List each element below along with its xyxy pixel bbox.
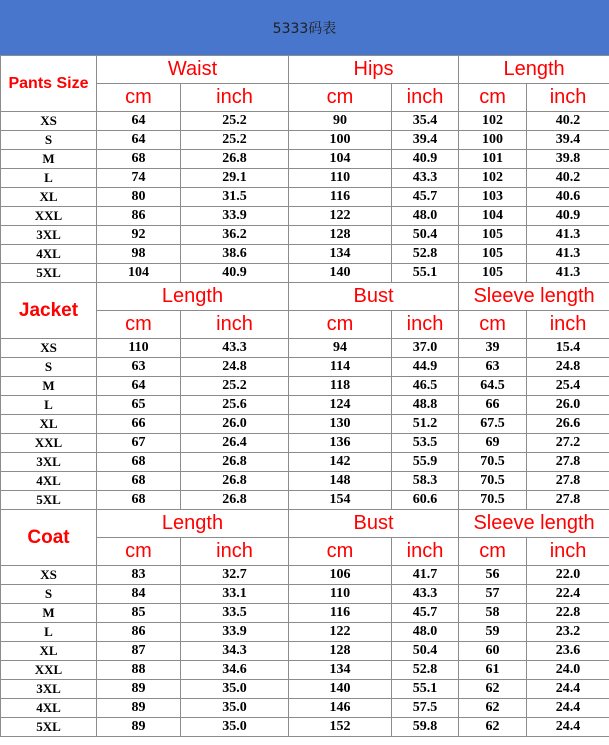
pants-unit-header: inch <box>181 84 289 112</box>
coat-size-label: XXL <box>1 661 97 680</box>
jacket-measurement-cell: 67.5 <box>459 415 527 434</box>
coat-size-label: L <box>1 623 97 642</box>
jacket-measurement-cell: 53.5 <box>392 434 459 453</box>
pants-measurement-cell: 68 <box>97 150 181 169</box>
jacket-measurement-cell: 48.8 <box>392 396 459 415</box>
coat-measurement-cell: 22.0 <box>527 566 609 585</box>
jacket-measurement-cell: 26.4 <box>181 434 289 453</box>
jacket-measurement-cell: 27.8 <box>527 453 609 472</box>
jacket-measurement-cell: 94 <box>289 339 392 358</box>
pants-section-label: Pants Size <box>1 56 97 112</box>
coat-section-label: Coat <box>1 510 97 566</box>
jacket-group-header: Length <box>97 283 289 311</box>
jacket-unit-header: inch <box>392 311 459 339</box>
coat-measurement-cell: 146 <box>289 699 392 718</box>
pants-size-label: L <box>1 169 97 188</box>
coat-unit-header: cm <box>97 538 181 566</box>
pants-measurement-cell: 40.2 <box>527 169 609 188</box>
jacket-table-row <box>1 377 609 396</box>
pants-measurement-cell: 40.6 <box>527 188 609 207</box>
pants-measurement-cell: 102 <box>459 169 527 188</box>
chart-title: 5333码表 <box>272 20 337 37</box>
jacket-unit-header: cm <box>289 311 392 339</box>
pants-size-label: XXL <box>1 207 97 226</box>
coat-measurement-cell: 48.0 <box>392 623 459 642</box>
pants-measurement-cell: 105 <box>459 264 527 283</box>
coat-table-row <box>1 566 609 585</box>
jacket-measurement-cell: 63 <box>459 358 527 377</box>
coat-group-header: Bust <box>289 510 459 538</box>
jacket-unit-header: cm <box>459 311 527 339</box>
coat-measurement-cell: 140 <box>289 680 392 699</box>
jacket-table-row <box>1 491 609 510</box>
coat-measurement-cell: 50.4 <box>392 642 459 661</box>
jacket-measurement-cell: 55.9 <box>392 453 459 472</box>
pants-measurement-cell: 110 <box>289 169 392 188</box>
coat-table-row <box>1 642 609 661</box>
pants-size-label: 5XL <box>1 264 97 283</box>
pants-measurement-cell: 100 <box>289 131 392 150</box>
jacket-measurement-cell: 26.6 <box>527 415 609 434</box>
pants-measurement-cell: 64 <box>97 131 181 150</box>
pants-measurement-cell: 33.9 <box>181 207 289 226</box>
pants-unit-header: inch <box>527 84 609 112</box>
jacket-measurement-cell: 124 <box>289 396 392 415</box>
pants-size-label: 3XL <box>1 226 97 245</box>
coat-measurement-cell: 128 <box>289 642 392 661</box>
pants-measurement-cell: 140 <box>289 264 392 283</box>
jacket-size-label: 4XL <box>1 472 97 491</box>
jacket-unit-header: inch <box>181 311 289 339</box>
pants-measurement-cell: 40.9 <box>181 264 289 283</box>
coat-measurement-cell: 57 <box>459 585 527 604</box>
pants-size-label: XS <box>1 112 97 131</box>
coat-measurement-cell: 152 <box>289 718 392 737</box>
jacket-measurement-cell: 26.0 <box>527 396 609 415</box>
jacket-size-label: XXL <box>1 434 97 453</box>
jacket-measurement-cell: 148 <box>289 472 392 491</box>
jacket-measurement-cell: 25.2 <box>181 377 289 396</box>
coat-measurement-cell: 52.8 <box>392 661 459 680</box>
coat-size-label: 4XL <box>1 699 97 718</box>
coat-measurement-cell: 89 <box>97 718 181 737</box>
jacket-measurement-cell: 68 <box>97 472 181 491</box>
pants-table-row <box>1 169 609 188</box>
pants-measurement-cell: 134 <box>289 245 392 264</box>
coat-measurement-cell: 59.8 <box>392 718 459 737</box>
jacket-size-label: 5XL <box>1 491 97 510</box>
coat-table-row <box>1 661 609 680</box>
pants-measurement-cell: 103 <box>459 188 527 207</box>
jacket-table-row <box>1 415 609 434</box>
pants-measurement-cell: 86 <box>97 207 181 226</box>
jacket-measurement-cell: 130 <box>289 415 392 434</box>
coat-measurement-cell: 23.6 <box>527 642 609 661</box>
pants-measurement-cell: 38.6 <box>181 245 289 264</box>
pants-measurement-cell: 41.3 <box>527 245 609 264</box>
pants-group-header: Hips <box>289 56 459 84</box>
coat-unit-header: inch <box>527 538 609 566</box>
jacket-size-label: M <box>1 377 97 396</box>
coat-size-label: M <box>1 604 97 623</box>
coat-unit-header: cm <box>289 538 392 566</box>
pants-size-label: XL <box>1 188 97 207</box>
pants-group-header-row <box>1 56 609 84</box>
coat-measurement-cell: 24.4 <box>527 680 609 699</box>
pants-unit-header: cm <box>97 84 181 112</box>
coat-table-row <box>1 680 609 699</box>
jacket-size-label: S <box>1 358 97 377</box>
pants-measurement-cell: 104 <box>289 150 392 169</box>
jacket-measurement-cell: 114 <box>289 358 392 377</box>
coat-measurement-cell: 32.7 <box>181 566 289 585</box>
pants-measurement-cell: 41.3 <box>527 226 609 245</box>
jacket-measurement-cell: 64 <box>97 377 181 396</box>
jacket-measurement-cell: 66 <box>459 396 527 415</box>
pants-measurement-cell: 35.4 <box>392 112 459 131</box>
pants-measurement-cell: 52.8 <box>392 245 459 264</box>
pants-measurement-cell: 80 <box>97 188 181 207</box>
pants-group-header: Length <box>459 56 609 84</box>
jacket-measurement-cell: 118 <box>289 377 392 396</box>
pants-group-header: Waist <box>97 56 289 84</box>
jacket-measurement-cell: 24.8 <box>527 358 609 377</box>
coat-measurement-cell: 62 <box>459 680 527 699</box>
coat-measurement-cell: 57.5 <box>392 699 459 718</box>
pants-measurement-cell: 100 <box>459 131 527 150</box>
pants-size-label: M <box>1 150 97 169</box>
pants-unit-header: cm <box>289 84 392 112</box>
jacket-group-header: Sleeve length <box>459 283 609 311</box>
jacket-measurement-cell: 68 <box>97 453 181 472</box>
coat-measurement-cell: 24.4 <box>527 718 609 737</box>
jacket-measurement-cell: 60.6 <box>392 491 459 510</box>
coat-measurement-cell: 62 <box>459 699 527 718</box>
jacket-table-row <box>1 472 609 491</box>
pants-measurement-cell: 45.7 <box>392 188 459 207</box>
jacket-measurement-cell: 15.4 <box>527 339 609 358</box>
jacket-unit-header: cm <box>97 311 181 339</box>
coat-table-row <box>1 699 609 718</box>
coat-measurement-cell: 24.4 <box>527 699 609 718</box>
jacket-group-header: Bust <box>289 283 459 311</box>
coat-measurement-cell: 35.0 <box>181 718 289 737</box>
coat-measurement-cell: 61 <box>459 661 527 680</box>
pants-size-label: S <box>1 131 97 150</box>
coat-measurement-cell: 88 <box>97 661 181 680</box>
coat-group-header-row <box>1 510 609 538</box>
coat-measurement-cell: 59 <box>459 623 527 642</box>
pants-measurement-cell: 102 <box>459 112 527 131</box>
jacket-measurement-cell: 66 <box>97 415 181 434</box>
coat-measurement-cell: 55.1 <box>392 680 459 699</box>
jacket-measurement-cell: 70.5 <box>459 453 527 472</box>
coat-group-header: Sleeve length <box>459 510 609 538</box>
pants-measurement-cell: 105 <box>459 245 527 264</box>
jacket-measurement-cell: 39 <box>459 339 527 358</box>
coat-measurement-cell: 110 <box>289 585 392 604</box>
jacket-measurement-cell: 25.4 <box>527 377 609 396</box>
pants-unit-header: cm <box>459 84 527 112</box>
coat-measurement-cell: 89 <box>97 680 181 699</box>
pants-measurement-cell: 40.9 <box>527 207 609 226</box>
jacket-unit-header: inch <box>527 311 609 339</box>
jacket-measurement-cell: 110 <box>97 339 181 358</box>
jacket-table-row <box>1 358 609 377</box>
coat-measurement-cell: 134 <box>289 661 392 680</box>
coat-group-header: Length <box>97 510 289 538</box>
jacket-size-label: XS <box>1 339 97 358</box>
pants-measurement-cell: 98 <box>97 245 181 264</box>
pants-measurement-cell: 39.8 <box>527 150 609 169</box>
jacket-table-row <box>1 396 609 415</box>
jacket-measurement-cell: 63 <box>97 358 181 377</box>
jacket-measurement-cell: 26.8 <box>181 491 289 510</box>
coat-table-row <box>1 623 609 642</box>
coat-size-label: S <box>1 585 97 604</box>
coat-measurement-cell: 85 <box>97 604 181 623</box>
coat-measurement-cell: 41.7 <box>392 566 459 585</box>
pants-table-row <box>1 150 609 169</box>
pants-measurement-cell: 40.9 <box>392 150 459 169</box>
coat-measurement-cell: 89 <box>97 699 181 718</box>
pants-measurement-cell: 90 <box>289 112 392 131</box>
pants-measurement-cell: 116 <box>289 188 392 207</box>
jacket-measurement-cell: 67 <box>97 434 181 453</box>
pants-table-row <box>1 131 609 150</box>
coat-unit-header: inch <box>181 538 289 566</box>
jacket-measurement-cell: 136 <box>289 434 392 453</box>
coat-measurement-cell: 87 <box>97 642 181 661</box>
jacket-measurement-cell: 69 <box>459 434 527 453</box>
jacket-measurement-cell: 25.6 <box>181 396 289 415</box>
coat-size-label: 3XL <box>1 680 97 699</box>
coat-measurement-cell: 58 <box>459 604 527 623</box>
pants-table-row <box>1 112 609 131</box>
pants-size-label: 4XL <box>1 245 97 264</box>
pants-measurement-cell: 50.4 <box>392 226 459 245</box>
coat-measurement-cell: 23.2 <box>527 623 609 642</box>
jacket-measurement-cell: 27.8 <box>527 491 609 510</box>
coat-measurement-cell: 34.3 <box>181 642 289 661</box>
coat-measurement-cell: 106 <box>289 566 392 585</box>
coat-measurement-cell: 122 <box>289 623 392 642</box>
jacket-size-label: L <box>1 396 97 415</box>
pants-measurement-cell: 104 <box>97 264 181 283</box>
jacket-section-label: Jacket <box>1 283 97 339</box>
pants-table-row <box>1 188 609 207</box>
jacket-size-label: XL <box>1 415 97 434</box>
pants-measurement-cell: 41.3 <box>527 264 609 283</box>
pants-measurement-cell: 39.4 <box>527 131 609 150</box>
chart-title-bar <box>0 0 609 55</box>
jacket-measurement-cell: 24.8 <box>181 358 289 377</box>
coat-measurement-cell: 33.1 <box>181 585 289 604</box>
pants-measurement-cell: 43.3 <box>392 169 459 188</box>
jacket-measurement-cell: 27.2 <box>527 434 609 453</box>
jacket-measurement-cell: 26.0 <box>181 415 289 434</box>
coat-measurement-cell: 33.5 <box>181 604 289 623</box>
coat-measurement-cell: 60 <box>459 642 527 661</box>
coat-measurement-cell: 116 <box>289 604 392 623</box>
coat-table-row <box>1 585 609 604</box>
coat-size-label: XL <box>1 642 97 661</box>
pants-table-row <box>1 207 609 226</box>
jacket-measurement-cell: 65 <box>97 396 181 415</box>
jacket-table-row <box>1 453 609 472</box>
pants-measurement-cell: 74 <box>97 169 181 188</box>
coat-measurement-cell: 34.6 <box>181 661 289 680</box>
coat-measurement-cell: 43.3 <box>392 585 459 604</box>
pants-measurement-cell: 128 <box>289 226 392 245</box>
jacket-measurement-cell: 43.3 <box>181 339 289 358</box>
jacket-table-row <box>1 339 609 358</box>
jacket-measurement-cell: 26.8 <box>181 472 289 491</box>
coat-measurement-cell: 86 <box>97 623 181 642</box>
coat-measurement-cell: 22.8 <box>527 604 609 623</box>
jacket-measurement-cell: 64.5 <box>459 377 527 396</box>
pants-table-row <box>1 264 609 283</box>
pants-table-row <box>1 226 609 245</box>
pants-measurement-cell: 105 <box>459 226 527 245</box>
pants-measurement-cell: 48.0 <box>392 207 459 226</box>
jacket-size-label: 3XL <box>1 453 97 472</box>
pants-measurement-cell: 25.2 <box>181 112 289 131</box>
pants-measurement-cell: 36.2 <box>181 226 289 245</box>
coat-measurement-cell: 84 <box>97 585 181 604</box>
pants-measurement-cell: 122 <box>289 207 392 226</box>
jacket-measurement-cell: 58.3 <box>392 472 459 491</box>
coat-measurement-cell: 62 <box>459 718 527 737</box>
coat-measurement-cell: 83 <box>97 566 181 585</box>
coat-measurement-cell: 35.0 <box>181 699 289 718</box>
size-chart-table <box>0 55 609 737</box>
jacket-measurement-cell: 70.5 <box>459 491 527 510</box>
jacket-measurement-cell: 68 <box>97 491 181 510</box>
coat-measurement-cell: 45.7 <box>392 604 459 623</box>
coat-size-label: XS <box>1 566 97 585</box>
pants-measurement-cell: 39.4 <box>392 131 459 150</box>
coat-measurement-cell: 35.0 <box>181 680 289 699</box>
pants-measurement-cell: 64 <box>97 112 181 131</box>
pants-unit-header: inch <box>392 84 459 112</box>
coat-unit-header: cm <box>459 538 527 566</box>
jacket-measurement-cell: 70.5 <box>459 472 527 491</box>
pants-measurement-cell: 92 <box>97 226 181 245</box>
pants-measurement-cell: 55.1 <box>392 264 459 283</box>
jacket-measurement-cell: 37.0 <box>392 339 459 358</box>
pants-measurement-cell: 40.2 <box>527 112 609 131</box>
coat-unit-header: inch <box>392 538 459 566</box>
coat-measurement-cell: 24.0 <box>527 661 609 680</box>
pants-measurement-cell: 101 <box>459 150 527 169</box>
pants-measurement-cell: 29.1 <box>181 169 289 188</box>
jacket-measurement-cell: 51.2 <box>392 415 459 434</box>
coat-table-row <box>1 604 609 623</box>
jacket-group-header-row <box>1 283 609 311</box>
jacket-measurement-cell: 27.8 <box>527 472 609 491</box>
pants-measurement-cell: 104 <box>459 207 527 226</box>
coat-measurement-cell: 56 <box>459 566 527 585</box>
coat-size-label: 5XL <box>1 718 97 737</box>
jacket-measurement-cell: 46.5 <box>392 377 459 396</box>
pants-measurement-cell: 26.8 <box>181 150 289 169</box>
coat-measurement-cell: 33.9 <box>181 623 289 642</box>
jacket-table-row <box>1 434 609 453</box>
pants-measurement-cell: 25.2 <box>181 131 289 150</box>
jacket-measurement-cell: 26.8 <box>181 453 289 472</box>
jacket-measurement-cell: 142 <box>289 453 392 472</box>
jacket-measurement-cell: 44.9 <box>392 358 459 377</box>
pants-measurement-cell: 31.5 <box>181 188 289 207</box>
coat-measurement-cell: 22.4 <box>527 585 609 604</box>
jacket-measurement-cell: 154 <box>289 491 392 510</box>
pants-table-row <box>1 245 609 264</box>
coat-table-row <box>1 718 609 737</box>
